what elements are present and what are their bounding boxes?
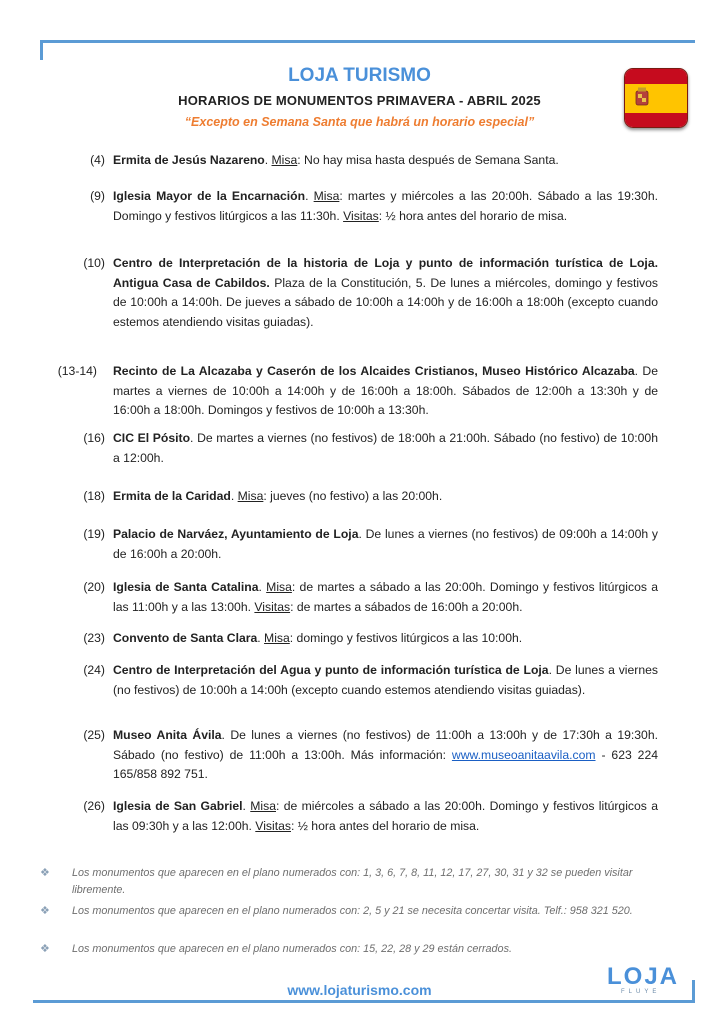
entry-text: . [242, 799, 251, 813]
schedule-label: Visitas [254, 599, 291, 614]
spain-flag-icon [624, 68, 688, 128]
note-item [40, 865, 660, 899]
entry-map-number: (13-14) [57, 364, 97, 378]
entry-text: : de martes a sábado a las 20:00h. Domingo y festivos litúrgicos a las 11:00h y a las 13:00h. [113, 580, 658, 614]
entry-description [113, 429, 658, 468]
loja-logo [607, 963, 687, 997]
entry-map-number: (9) [90, 189, 105, 203]
monument-name: Convento de Santa Clara [113, 631, 258, 645]
entry-text: . [230, 489, 238, 503]
monument-name: Centro de Interpretación de la historia de Loja y punto de información turística de Loja. Antigua Casa de Cabildos. [113, 256, 658, 290]
entry-map-number: (10) [83, 256, 105, 270]
entry-text: . De lunes a viernes (no festivos) de 11:00h a 13:00h y de 17:30h a 19:30h. Sábado (no festivo) de 11:00h a 13:00h. Más información: [113, 728, 658, 762]
note-text: Los monumentos que aparecen en el plano numerados con: 2, 5 y 21 se necesita concertar visita. Telf.: 958 321 520. [72, 905, 633, 917]
entry-map-number: (19) [83, 527, 105, 541]
schedule-label: Visitas [343, 208, 379, 223]
entry-text: : ½ hora antes del horario de misa. [378, 208, 568, 223]
entry-text: : de martes a sábados de 16:00h a 20:00h. [290, 599, 523, 614]
bottom-border-corner [692, 980, 695, 1003]
monument-name: Museo Anita Ávila [113, 728, 222, 742]
entry-map-number: (20) [83, 580, 105, 594]
monument-name: Recinto de La Alcazaba y Caserón de los Alcaides Cristianos, Museo Histórico Alcazaba [113, 364, 635, 378]
monument-name: CIC El Pósito [113, 431, 191, 445]
entry-map-number: (4) [90, 153, 105, 167]
entry-text: . De lunes a viernes (no festivos) de 10:00h a 14:00h (excepto cuando estemos atendiendo visitas guiadas). [113, 663, 658, 697]
entry-description [113, 661, 658, 700]
entry-description [113, 525, 658, 564]
schedule-label: Misa [271, 153, 298, 167]
entry-text: : ½ hora antes del horario de misa. [290, 818, 480, 833]
logo-wordmark: LOJA [607, 963, 680, 990]
monument-name: Iglesia Mayor de la Encarnación [113, 189, 306, 203]
entry-text: - 623 224 165/858 892 751. [113, 747, 658, 781]
entry-description [113, 487, 658, 507]
coat-of-arms-icon [635, 87, 649, 109]
monument-name: Iglesia de Santa Catalina [113, 580, 259, 594]
monument-name: Iglesia de San Gabriel [113, 799, 243, 813]
entry-text: : jueves (no festivo) a las 20:00h. [263, 489, 443, 503]
entry-text: : domingo y festivos litúrgicos a las 10:00h. [289, 631, 523, 645]
entry-text: . [305, 189, 314, 203]
entry-description [113, 797, 658, 836]
entry-text: Plaza de la Constitución, 5. De lunes a miércoles, domingo y festivos de 10:00h a 14:00h. De jueves a sábado de 10:00h a 14:00h y de 16:00h a 18:00h (excepto cuando estemos atendiendo visitas guiadas). [113, 275, 659, 329]
entry-description [113, 254, 658, 332]
entry-description [113, 362, 658, 421]
entry-map-number: (25) [83, 728, 105, 742]
entry-text: . De lunes a viernes (no festivos) de 09:00h a 14:00h y de 16:00h a 20:00h. [113, 527, 658, 561]
schedule-label: Misa [237, 489, 264, 503]
entry-map-number: (24) [83, 663, 105, 677]
schedule-label: Misa [250, 799, 276, 813]
entry-text: . [258, 580, 267, 594]
monument-name: Ermita de Jesús Nazareno [113, 153, 265, 167]
entry-description [113, 629, 658, 649]
page-title: LOJA TURISMO [288, 65, 431, 86]
note-item [40, 903, 660, 920]
entry-text: . [257, 631, 265, 645]
monument-name: Centro de Interpretación del Agua y punto de información turística de Loja [113, 663, 549, 677]
footer-website-link[interactable]: www.lojaturismo.com [287, 982, 432, 998]
entry-text: . [264, 153, 272, 167]
page-subtitle: HORARIOS DE MONUMENTOS PRIMAVERA - ABRIL 2025 [178, 93, 541, 108]
entry-text: . De martes a viernes (no festivos) de 18:00h a 21:00h. Sábado (no festivo) de 10:00h a 12:00h. [113, 431, 658, 465]
entry-text: : de miércoles a sábado a las 20:00h. Domingo y festivos litúrgicos a las 09:30h y a las 12:00h. [113, 799, 658, 833]
entry-text: . De martes a viernes de 10:00h a 14:00h y de 16:00h a 18:00h. Sábados de 12:00h a 13:30h y de 16:00h a 18:00h. Domingos y festivos de 10:00h a 13:30h. [113, 364, 658, 417]
entry-map-number: (23) [83, 631, 105, 645]
top-border-corner [40, 40, 43, 60]
note-text: Los monumentos que aparecen en el plano numerados con: 1, 3, 6, 7, 8, 11, 12, 17, 27, 30, 31 y 32 se pueden visitar libremente. [72, 867, 633, 896]
entry-description [113, 578, 658, 617]
monument-name: Ermita de la Caridad [113, 489, 231, 503]
monument-name: Palacio de Narváez, Ayuntamiento de Loja [113, 527, 359, 541]
museum-website-link[interactable]: www.museoanitaavila.com [451, 747, 596, 762]
diamond-bullet-icon: ❖ [40, 867, 50, 879]
entry-map-number: (16) [83, 431, 105, 445]
diamond-bullet-icon: ❖ [40, 943, 50, 955]
note-text: Los monumentos que aparecen en el plano numerados con: 15, 22, 28 y 29 están cerrados. [72, 943, 512, 955]
entry-description [113, 151, 658, 171]
entry-map-number: (18) [83, 489, 105, 503]
top-border-rule [40, 40, 695, 43]
bottom-border-rule [33, 1000, 695, 1003]
entry-description [113, 726, 658, 785]
diamond-bullet-icon: ❖ [40, 905, 50, 917]
note-item [40, 941, 660, 958]
entry-map-number: (26) [83, 799, 105, 813]
schedule-label: Misa [266, 580, 292, 594]
schedule-label: Misa [313, 189, 340, 203]
entry-text: : No hay misa hasta después de Semana Santa. [297, 153, 559, 167]
logo-tagline: FLUYE [621, 989, 661, 995]
entry-description [113, 187, 658, 226]
page-tagline: “Excepto en Semana Santa que habrá un horario especial” [184, 115, 535, 129]
schedule-label: Misa [264, 631, 290, 645]
schedule-label: Visitas [255, 818, 291, 833]
entry-text: : martes y miércoles a las 20:00h. Sábado a las 19:30h. Domingo y festivos litúrgicos a las 11:30h. [113, 189, 658, 223]
